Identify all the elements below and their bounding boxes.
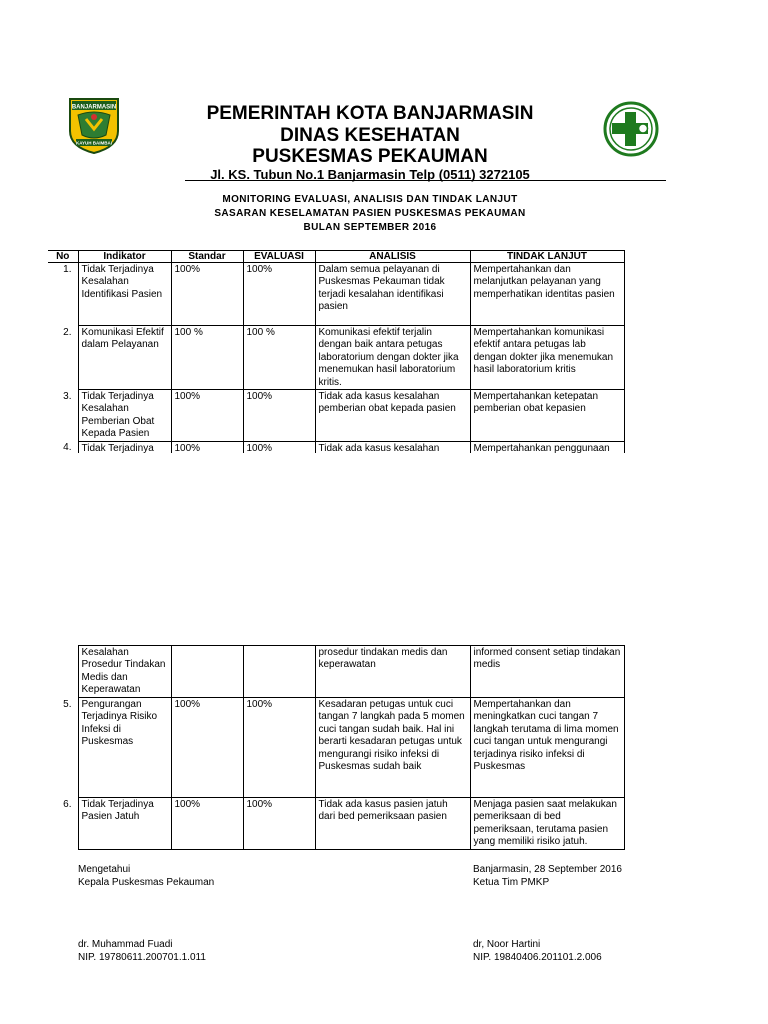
table-row	[48, 798, 624, 850]
evaluation-table-page1	[48, 250, 625, 453]
row-standar: 100%	[171, 441, 243, 453]
row-indikator: Kesalahan Prosedur Tindakan Medis dan Keperawatan	[78, 646, 171, 698]
row-analisis: Komunikasi efektif terjalin dengan baik antara petugas laboratorium dengan dokter jika menemukan hasil laboratorium kritis.	[315, 326, 470, 390]
row-evaluasi: 100%	[243, 698, 315, 798]
header-government: PEMERINTAH KOTA BANJARMASIN	[206, 103, 534, 124]
row-no: 4.	[48, 441, 78, 453]
row-evaluasi: 100%	[243, 263, 315, 326]
signature-right-role: Ketua Tim PMKP	[473, 877, 550, 888]
row-standar: 100%	[171, 390, 243, 442]
row-evaluasi: 100 %	[243, 326, 315, 390]
row-tindak-lanjut: Mempertahankan penggunaan	[470, 441, 624, 453]
table-row	[48, 263, 624, 326]
col-header-no: No	[48, 251, 78, 263]
row-standar	[171, 646, 243, 698]
svg-text:BANJARMASIN: BANJARMASIN	[71, 104, 117, 111]
col-header-evaluasi: EVALUASI	[243, 251, 315, 263]
signature-right-name: dr, Noor Hartini	[473, 939, 541, 950]
signature-right-date: Banjarmasin, 28 September 2016	[473, 864, 622, 875]
table-header-row	[48, 251, 624, 263]
row-no: 5.	[48, 698, 78, 798]
col-header-indikator: Indikator	[78, 251, 171, 263]
table-row	[48, 326, 624, 390]
svg-text:KAYUH BAIMBAI: KAYUH BAIMBAI	[75, 140, 113, 146]
row-analisis: Tidak ada kasus kesalahan pemberian obat kepada pasien	[315, 390, 470, 442]
header-department: DINAS KESEHATAN	[280, 125, 460, 146]
row-evaluasi: 100%	[243, 798, 315, 850]
signature-right-nip: NIP. 19840406.201101.2.006	[473, 952, 602, 963]
row-tindak-lanjut: Mempertahankan dan melanjutkan pelayanan yang memperhatikan identitas pasien	[470, 263, 624, 326]
row-tindak-lanjut: Mempertahankan dan meningkatkan cuci tangan 7 langkah terutama di lima momen cuci tangan untuk mengurangi terjadinya risiko infeksi di Puskesmas	[470, 698, 624, 798]
row-analisis: Tidak ada kasus pasien jatuh dari bed pemeriksaan pasien	[315, 798, 470, 850]
row-no	[48, 646, 78, 698]
evaluation-table-page2	[48, 645, 625, 850]
header-divider	[185, 180, 666, 181]
row-analisis: Tidak ada kasus kesalahan	[315, 441, 470, 453]
table-row	[48, 390, 624, 442]
signature-left-nip: NIP. 19780611.200701.1.011	[78, 952, 206, 963]
banjarmasin-crest-icon	[66, 95, 122, 155]
signature-left-name: dr. Muhammad Fuadi	[78, 939, 173, 950]
table-row	[48, 441, 624, 453]
header-address: Jl. KS. Tubun No.1 Banjarmasin Telp (0511) 3272105	[210, 167, 530, 182]
row-standar: 100%	[171, 698, 243, 798]
table-row	[48, 698, 624, 798]
signature-left-role: Kepala Puskesmas Pekauman	[78, 877, 215, 888]
row-standar: 100 %	[171, 326, 243, 390]
row-standar: 100%	[171, 263, 243, 326]
row-tindak-lanjut: Mempertahankan ketepatan pemberian obat kepasien	[470, 390, 624, 442]
row-standar: 100%	[171, 798, 243, 850]
doc-title-line1: MONITORING EVALUASI, ANALISIS DAN TINDAK LANJUT	[222, 194, 518, 205]
row-tindak-lanjut: Menjaga pasien saat melakukan pemeriksaan di bed pemeriksaan, terutama pasien yang memiliki risiko jatuh.	[470, 798, 624, 850]
col-header-analisis: ANALISIS	[315, 251, 470, 263]
row-no: 3.	[48, 390, 78, 442]
col-header-tindak-lanjut: TINDAK LANJUT	[470, 251, 624, 263]
puskesmas-cross-icon	[602, 100, 660, 158]
row-no: 2.	[48, 326, 78, 390]
row-indikator: Tidak Terjadinya Kesalahan Identifikasi Pasien	[78, 263, 171, 326]
doc-title-line3: BULAN SEPTEMBER 2016	[303, 222, 437, 233]
row-analisis: Dalam semua pelayanan di Puskesmas Pekauman tidak terjadi kesalahan identifikasi pasien	[315, 263, 470, 326]
col-header-standar: Standar	[171, 251, 243, 263]
row-indikator: Tidak Terjadinya Pasien Jatuh	[78, 798, 171, 850]
row-indikator: Pengurangan Terjadinya Risiko Infeksi di Puskesmas	[78, 698, 171, 798]
doc-title-line2: SASARAN KESELAMATAN PASIEN PUSKESMAS PEKAUMAN	[214, 208, 526, 219]
row-tindak-lanjut: informed consent setiap tindakan medis	[470, 646, 624, 698]
row-no: 6.	[48, 798, 78, 850]
signature-left-label: Mengetahui	[78, 864, 131, 875]
row-evaluasi	[243, 646, 315, 698]
row-evaluasi: 100%	[243, 441, 315, 453]
header-puskesmas: PUSKESMAS PEKAUMAN	[252, 146, 488, 167]
row-indikator: Komunikasi Efektif dalam Pelayanan	[78, 326, 171, 390]
row-analisis: prosedur tindakan medis dan keperawatan	[315, 646, 470, 698]
row-analisis: Kesadaran petugas untuk cuci tangan 7 langkah pada 5 momen cuci tangan sudah baik. Hal ini berarti kesadaran petugas untuk mengurangi risiko infeksi di Puskesmas sudah baik	[315, 698, 470, 798]
row-evaluasi: 100%	[243, 390, 315, 442]
table-page1-container	[48, 250, 668, 453]
row-tindak-lanjut: Mempertahankan komunikasi efektif antara petugas lab dengan dokter jika menemukan hasil laboratorium kritis	[470, 326, 624, 390]
row-no: 1.	[48, 263, 78, 326]
row-indikator: Tidak Terjadinya	[78, 441, 171, 453]
table-row	[48, 646, 624, 698]
row-indikator: Tidak Terjadinya Kesalahan Pemberian Obat Kepada Pasien	[78, 390, 171, 442]
